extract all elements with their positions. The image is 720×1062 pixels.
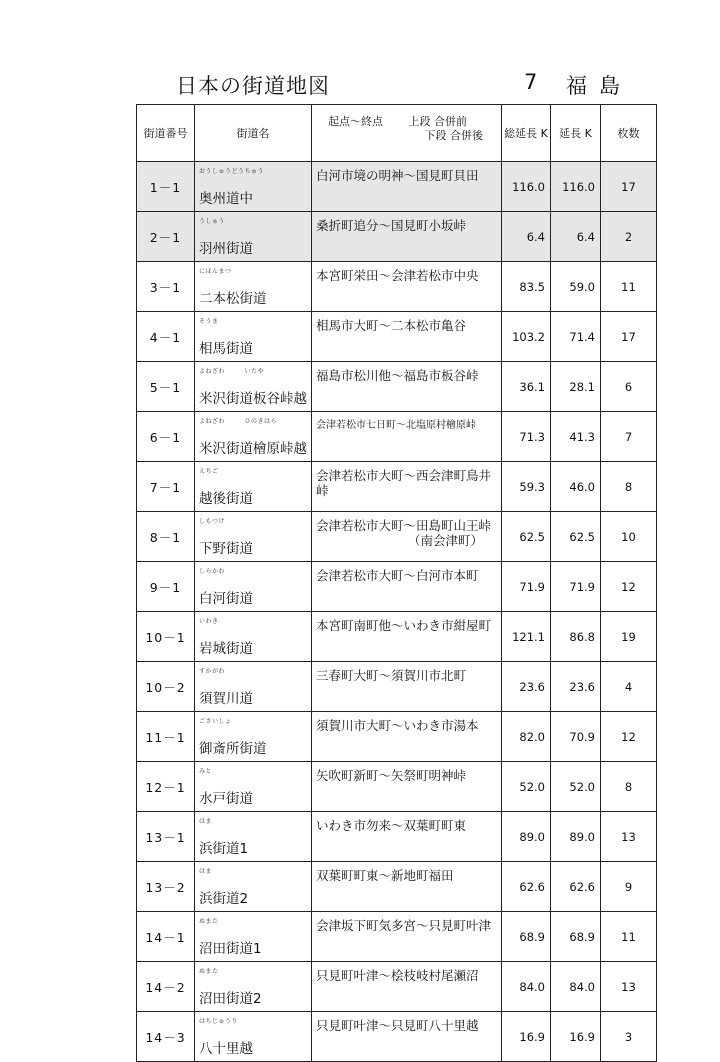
route-sheets: 13: [601, 962, 657, 1012]
header-route-name: 街道名: [195, 105, 312, 162]
route-sheets: 3: [601, 1012, 657, 1062]
route-name-cell: [195, 312, 312, 362]
route-name: 越後街道: [199, 491, 253, 507]
route-name-ruby: ぬまた: [199, 968, 219, 975]
route-name-cell: [195, 212, 312, 262]
header-range-note-lower: 下段 合併後: [424, 129, 483, 142]
route-length: 41.3: [551, 412, 601, 462]
route-range-cell: [312, 912, 502, 962]
route-range: 会津若松市大町～田島町山王峠: [316, 518, 492, 533]
route-range-cell: [312, 362, 502, 412]
route-length: 84.0: [551, 962, 601, 1012]
route-no: 8－1: [137, 512, 195, 562]
route-name-cell: [195, 362, 312, 412]
route-length: 59.0: [551, 262, 601, 312]
route-name-cell: [195, 1012, 312, 1062]
header-total-length: 総延長 K: [502, 105, 551, 162]
route-sheets: 9: [601, 862, 657, 912]
table-row: [137, 862, 657, 912]
route-name: 下野街道: [199, 541, 253, 557]
route-sheets: 7: [601, 412, 657, 462]
route-range-cell: [312, 962, 502, 1012]
route-sheets: 17: [601, 312, 657, 362]
route-name: 浜街道2: [199, 891, 249, 907]
route-name-cell: [195, 412, 312, 462]
route-total-length: 62.6: [502, 862, 551, 912]
route-length: 62.5: [551, 512, 601, 562]
header-sheets: 枚数: [601, 105, 657, 162]
table-row: [137, 762, 657, 812]
route-length: 86.8: [551, 612, 601, 662]
route-range-cell: [312, 262, 502, 312]
route-range-cell: [312, 512, 502, 562]
route-total-length: 84.0: [502, 962, 551, 1012]
route-name-ruby: えちご: [199, 468, 219, 475]
route-range-cell: [312, 412, 502, 462]
route-length: 71.9: [551, 562, 601, 612]
route-length: 46.0: [551, 462, 601, 512]
table-row: [137, 412, 657, 462]
route-length: 6.4: [551, 212, 601, 262]
route-range-cell: [312, 712, 502, 762]
route-sheets: 8: [601, 462, 657, 512]
route-name: 八十里越: [199, 1041, 253, 1057]
header-range: [312, 105, 502, 162]
route-range: 桑折町追分～国見町小坂峠: [316, 218, 467, 233]
route-total-length: 83.5: [502, 262, 551, 312]
route-no: 14－1: [137, 912, 195, 962]
route-table: [136, 104, 657, 1062]
route-name-cell: [195, 712, 312, 762]
route-no: 10－1: [137, 612, 195, 662]
route-total-length: 103.2: [502, 312, 551, 362]
route-no: 14－3: [137, 1012, 195, 1062]
route-name: 浜街道1: [199, 841, 249, 857]
page-title: 日本の街道地図: [176, 74, 330, 98]
route-total-length: 52.0: [502, 762, 551, 812]
table-row: [137, 212, 657, 262]
route-sheets: 6: [601, 362, 657, 412]
route-name: 米沢街道檜原峠越: [199, 441, 307, 457]
table-row: [137, 362, 657, 412]
table-row: [137, 962, 657, 1012]
table-row: [137, 712, 657, 762]
route-sheets: 13: [601, 812, 657, 862]
route-name-ruby: おうしゅうどうちゅう: [199, 168, 265, 175]
table-row: [137, 812, 657, 862]
map-number: 7: [524, 70, 539, 94]
route-range-cell: [312, 212, 502, 262]
route-range: 相馬市大町～二本松市亀谷: [316, 318, 467, 333]
route-name-ruby: はま: [199, 868, 213, 875]
route-range-cell: [312, 762, 502, 812]
route-no: 13－1: [137, 812, 195, 862]
table-row: [137, 512, 657, 562]
route-range: 本宮町栄田～会津若松市中央: [316, 268, 479, 283]
route-name-ruby: ぬまた: [199, 918, 219, 925]
route-sheets: 2: [601, 212, 657, 262]
route-range: 会津若松市大町～白河市本町: [316, 568, 479, 583]
route-length: 52.0: [551, 762, 601, 812]
route-no: 14－2: [137, 962, 195, 1012]
route-name-cell: [195, 462, 312, 512]
route-name-cell: [195, 662, 312, 712]
route-name: 水戸街道: [199, 791, 253, 807]
route-range: 会津若松市七日町～北塩原村檜原峠: [316, 420, 476, 431]
route-sheets: 11: [601, 262, 657, 312]
route-no: 7－1: [137, 462, 195, 512]
route-no: 13－2: [137, 862, 195, 912]
route-name-cell: [195, 762, 312, 812]
route-no: 1－1: [137, 162, 195, 212]
route-no: 12－1: [137, 762, 195, 812]
route-name: 相馬街道: [199, 341, 253, 357]
route-range-cell: [312, 462, 502, 512]
route-range-cell: [312, 612, 502, 662]
route-sheets: 19: [601, 612, 657, 662]
table-row: [137, 612, 657, 662]
route-total-length: 71.3: [502, 412, 551, 462]
route-range: 会津若松市大町～西会津町鳥井峠: [316, 468, 492, 498]
route-no: 6－1: [137, 412, 195, 462]
route-range-note: （南会津町）: [408, 533, 484, 548]
route-name-ruby: そうま: [199, 318, 219, 325]
route-sheets: 12: [601, 562, 657, 612]
route-range: 只見町叶津～只見町八十里越: [316, 1018, 479, 1033]
route-name-ruby: しらかわ: [199, 568, 226, 575]
route-no: 3－1: [137, 262, 195, 312]
route-sheets: 4: [601, 662, 657, 712]
route-sheets: 11: [601, 912, 657, 962]
route-name-cell: [195, 562, 312, 612]
route-name-cell: [195, 162, 312, 212]
route-name-cell: [195, 612, 312, 662]
route-total-length: 121.1: [502, 612, 551, 662]
route-total-length: 6.4: [502, 212, 551, 262]
route-no: 2－1: [137, 212, 195, 262]
route-length: 28.1: [551, 362, 601, 412]
route-total-length: 16.9: [502, 1012, 551, 1062]
route-no: 10－2: [137, 662, 195, 712]
route-range: 双葉町町東～新地町福田: [316, 868, 454, 883]
route-length: 70.9: [551, 712, 601, 762]
route-range: 只見町叶津～桧枝岐村尾瀬沼: [316, 968, 479, 983]
route-range-cell: [312, 162, 502, 212]
route-range: 須賀川市大町～いわき市湯本: [316, 718, 479, 733]
table-header-row: [137, 105, 657, 162]
table-row: [137, 912, 657, 962]
route-length: 71.4: [551, 312, 601, 362]
route-name: 沼田街道1: [199, 941, 262, 957]
route-name-ruby: よねざわ ひのきはら: [199, 418, 278, 425]
route-name-cell: [195, 962, 312, 1012]
route-range-cell: [312, 1012, 502, 1062]
table-row: [137, 462, 657, 512]
route-range: 矢吹町新町～矢祭町明神峠: [316, 768, 467, 783]
route-sheets: 10: [601, 512, 657, 562]
route-length: 23.6: [551, 662, 601, 712]
table-row: [137, 662, 657, 712]
table-row: [137, 162, 657, 212]
route-no: 5－1: [137, 362, 195, 412]
route-name-ruby: はちじゅうり: [199, 1018, 239, 1025]
route-sheets: 12: [601, 712, 657, 762]
route-total-length: 82.0: [502, 712, 551, 762]
route-name: 御斎所街道: [199, 741, 267, 757]
route-total-length: 71.9: [502, 562, 551, 612]
route-range-cell: [312, 312, 502, 362]
route-range-cell: [312, 862, 502, 912]
route-length: 16.9: [551, 1012, 601, 1062]
route-range: 三春町大町～須賀川市北町: [316, 668, 467, 683]
route-name-ruby: にほんまつ: [199, 268, 232, 275]
route-name-ruby: よねざわ いたや: [199, 368, 265, 375]
table-row: [137, 262, 657, 312]
route-range-cell: [312, 662, 502, 712]
route-length: 89.0: [551, 812, 601, 862]
route-name: 奥州道中: [199, 191, 253, 207]
route-no: 11－1: [137, 712, 195, 762]
route-name: 白河街道: [199, 591, 253, 607]
route-total-length: 59.3: [502, 462, 551, 512]
header-range-label: 起点～終点: [328, 115, 383, 128]
route-range: 会津坂下町気多宮～只見町叶津: [316, 918, 492, 933]
route-sheets: 17: [601, 162, 657, 212]
route-no: 9－1: [137, 562, 195, 612]
prefecture-name: 福島: [566, 74, 632, 98]
route-length: 116.0: [551, 162, 601, 212]
route-name-cell: [195, 862, 312, 912]
route-name: 米沢街道板谷峠越: [199, 391, 307, 407]
table-row: [137, 312, 657, 362]
route-range-cell: [312, 812, 502, 862]
route-length: 68.9: [551, 912, 601, 962]
route-name-cell: [195, 512, 312, 562]
route-no: 4－1: [137, 312, 195, 362]
route-name-ruby: うしゅう: [199, 218, 226, 225]
route-sheets: 8: [601, 762, 657, 812]
route-name-cell: [195, 262, 312, 312]
route-name: 沼田街道2: [199, 991, 262, 1007]
route-range: 白河市境の明神～国見町貝田: [316, 168, 479, 183]
header-length: 延長 K: [551, 105, 601, 162]
route-range: 本宮町南町他～いわき市紺屋町: [316, 618, 492, 633]
header-range-note-upper: 上段 合併前: [408, 115, 467, 128]
route-name: 岩城街道: [199, 641, 253, 657]
route-name-ruby: しもつけ: [199, 518, 226, 525]
route-name: 須賀川道: [199, 691, 253, 707]
route-total-length: 36.1: [502, 362, 551, 412]
route-name-cell: [195, 912, 312, 962]
route-name: 二本松街道: [199, 291, 267, 307]
route-total-length: 68.9: [502, 912, 551, 962]
route-name-ruby: ごさいしょ: [199, 718, 232, 725]
route-total-length: 62.5: [502, 512, 551, 562]
route-range: 福島市松川他～福島市板谷峠: [316, 368, 479, 383]
route-range: いわき市勿来～双葉町町東: [316, 818, 467, 833]
route-range-cell: [312, 562, 502, 612]
table-row: [137, 1012, 657, 1062]
route-name-ruby: はま: [199, 818, 213, 825]
route-name: 羽州街道: [199, 241, 253, 257]
route-total-length: 89.0: [502, 812, 551, 862]
route-name-ruby: いわき: [199, 618, 219, 625]
route-name-ruby: みと: [199, 768, 213, 775]
header-route-no: 街道番号: [137, 105, 195, 162]
route-name-ruby: すかがわ: [199, 668, 226, 675]
table-row: [137, 562, 657, 612]
route-total-length: 23.6: [502, 662, 551, 712]
route-length: 62.6: [551, 862, 601, 912]
route-name-cell: [195, 812, 312, 862]
route-total-length: 116.0: [502, 162, 551, 212]
